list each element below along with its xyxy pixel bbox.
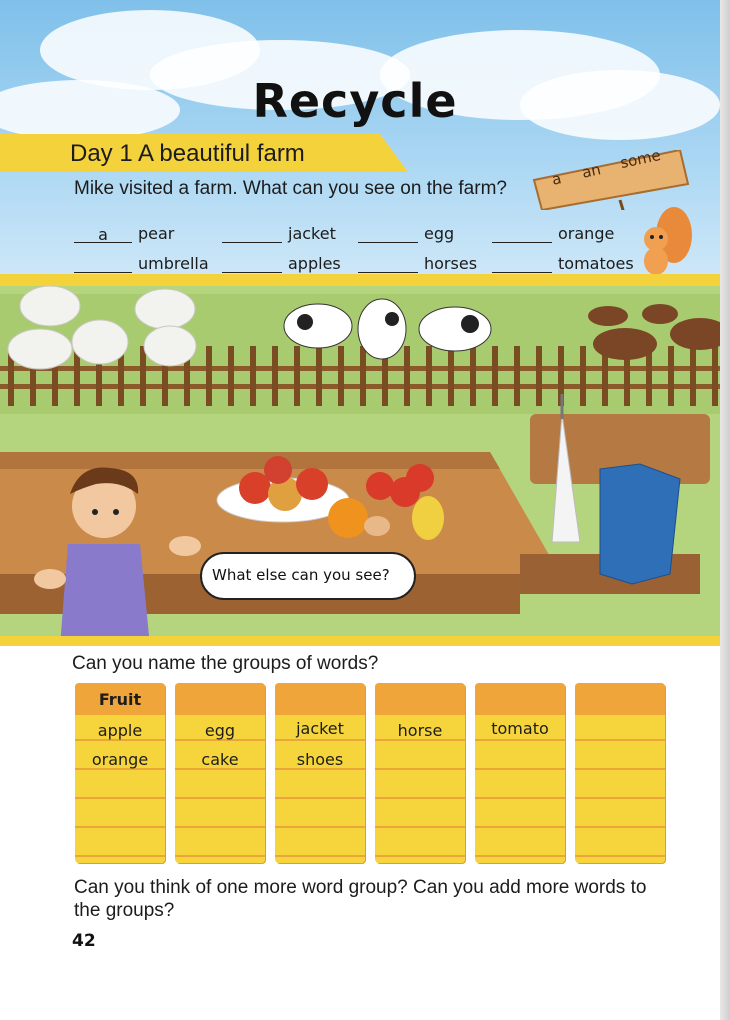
blank-word: tomatoes (558, 254, 634, 273)
blank-item (492, 254, 634, 273)
group-word: cake (201, 750, 239, 769)
column-title[interactable]: Fruit (98, 690, 142, 709)
scene-top-band (0, 274, 730, 286)
group-word: horse (397, 721, 443, 740)
blank-word: orange (558, 224, 615, 243)
word-group-column (275, 683, 365, 863)
blank-word: jacket (288, 224, 336, 243)
blank-item (492, 224, 614, 243)
blank-word: horses (424, 254, 478, 273)
group-word: jacket (296, 719, 344, 738)
blank-item (358, 254, 477, 273)
column-header (275, 683, 365, 715)
blank-item (222, 254, 341, 273)
answer-blank[interactable] (358, 225, 418, 243)
blank-item (74, 254, 209, 273)
group-word: shoes (296, 750, 344, 769)
day-heading: Day 1 A beautiful farm (70, 140, 305, 167)
blank-item (358, 224, 454, 243)
group-word: orange (91, 750, 149, 769)
blank-item (74, 224, 174, 243)
more-groups-question: Can you think of one more word group? Can you add more words to the groups? (74, 877, 647, 921)
blank-item (222, 224, 336, 243)
word-group-column (375, 683, 465, 863)
intro-text: Mike visited a farm. What can you see on the farm? (74, 178, 507, 199)
sign-word-some: some (618, 145, 663, 173)
page-number: 42 (72, 931, 96, 951)
word-group-column (175, 683, 265, 863)
blank-word: pear (138, 224, 175, 243)
squirrel-illustration (634, 205, 694, 277)
answer-blank[interactable] (222, 225, 282, 243)
word-sign (530, 145, 690, 210)
blank-word: apples (288, 254, 341, 273)
word-group-column (75, 683, 165, 863)
groups-question: Can you name the groups of words? (72, 653, 379, 674)
column-header (575, 683, 665, 715)
group-word: apple (97, 721, 143, 740)
answer-blank[interactable] (358, 255, 418, 273)
column-header (175, 683, 265, 715)
speech-bubble-text: What else can you see? (212, 566, 390, 584)
answer-blank[interactable]: a (74, 225, 132, 243)
sign-word-an: an (580, 160, 603, 182)
answer-blank[interactable] (492, 255, 552, 273)
answer-blank[interactable] (74, 255, 132, 273)
sign-word-a: a (550, 169, 563, 189)
word-group-column (575, 683, 665, 863)
group-word: egg (204, 721, 236, 740)
scene-bottom-band (0, 636, 730, 646)
column-header (375, 683, 465, 715)
blank-word: umbrella (138, 254, 209, 273)
answer-blank[interactable] (492, 225, 552, 243)
word-group-column (475, 683, 565, 863)
column-header (475, 683, 565, 715)
group-word: tomato (491, 719, 549, 738)
page-edge (720, 0, 730, 1020)
answer-blank[interactable] (222, 255, 282, 273)
page-title: Recycle (252, 74, 458, 128)
blank-word: egg (424, 224, 455, 243)
